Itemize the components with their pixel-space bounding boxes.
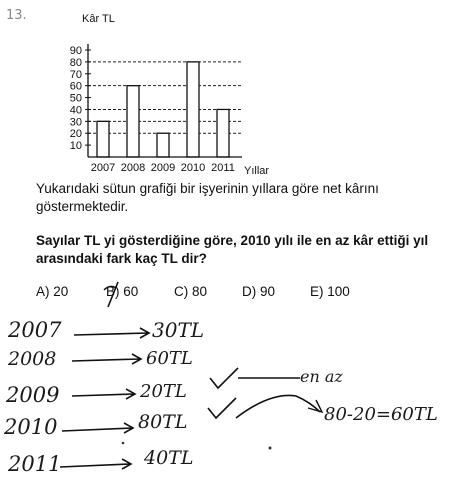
choice-b[interactable]: B) 60: [106, 284, 139, 299]
y-tick-label-10: 10: [69, 140, 82, 153]
hw-caret-line: [236, 395, 320, 418]
hw-arrow-2008: [72, 354, 141, 364]
x-tick-label-2011: 2011: [211, 162, 235, 174]
y-tick-label-20: 20: [69, 128, 82, 141]
hw-value-2007: 30TL: [152, 318, 205, 342]
hw-arrow-2007: [74, 328, 149, 338]
question-description: Yukarıdaki sütun grafiği bir işyerinin yıllara göre net kârını göstermektedir.: [36, 181, 379, 214]
question-number: 13.: [6, 8, 27, 23]
hw-note-en-az: en az: [300, 367, 343, 386]
y-tick-label-90: 90: [69, 45, 82, 57]
y-tick-label-50: 50: [69, 92, 82, 105]
x-tick-label-2010: 2010: [180, 162, 206, 174]
choice-d[interactable]: D) 90: [242, 284, 276, 299]
choice-a[interactable]: A) 20: [36, 284, 69, 299]
y-axis-label: Kâr TL: [82, 13, 115, 25]
hw-note-difference: 80-20=60TL: [324, 404, 438, 425]
hw-year-2009: 2009: [6, 383, 60, 407]
choice-e[interactable]: E) 100: [310, 284, 350, 299]
hw-check-2009: [210, 368, 238, 388]
stray-dot: [122, 442, 125, 445]
hw-year-2011: 2011: [8, 452, 62, 476]
choice-b-slash-mark: [108, 282, 118, 307]
hw-value-2010: 80TL: [138, 411, 188, 433]
question-prompt: Sayılar TL yi gösterdiğine göre, 2010 yılı ile en az kâr ettiği yıl arasındaki fark kaç TL dir?: [36, 233, 429, 266]
hw-year-2007: 2007: [8, 318, 62, 342]
x-tick-label-2008: 2008: [120, 162, 146, 174]
hw-arrow-2009: [72, 389, 135, 399]
hw-value-2008: 60TL: [146, 348, 193, 369]
x-tick-label-2009: 2009: [150, 162, 176, 174]
x-axis-label: Yıllar: [244, 165, 270, 177]
x-tick-label-2007: 2007: [90, 162, 116, 174]
choice-c[interactable]: C) 80: [174, 284, 208, 299]
y-tick-label-70: 70: [69, 68, 82, 81]
hw-year-2008: 2008: [8, 348, 57, 370]
y-tick-label-40: 40: [69, 104, 82, 117]
y-tick-label-80: 80: [69, 56, 82, 69]
hw-caret-arrow: [308, 400, 322, 412]
hw-value-2009: 20TL: [140, 381, 187, 402]
y-tick-label-60: 60: [69, 80, 82, 93]
y-tick-label-30: 30: [69, 116, 82, 129]
stray-dot: [269, 447, 272, 450]
hw-check-2010: [208, 398, 236, 418]
hw-value-2011: 40TL: [144, 447, 194, 469]
hw-arrow-2010: [62, 423, 133, 433]
hw-year-2010: 2010: [4, 415, 58, 439]
hw-arrow-2011: [60, 459, 131, 469]
